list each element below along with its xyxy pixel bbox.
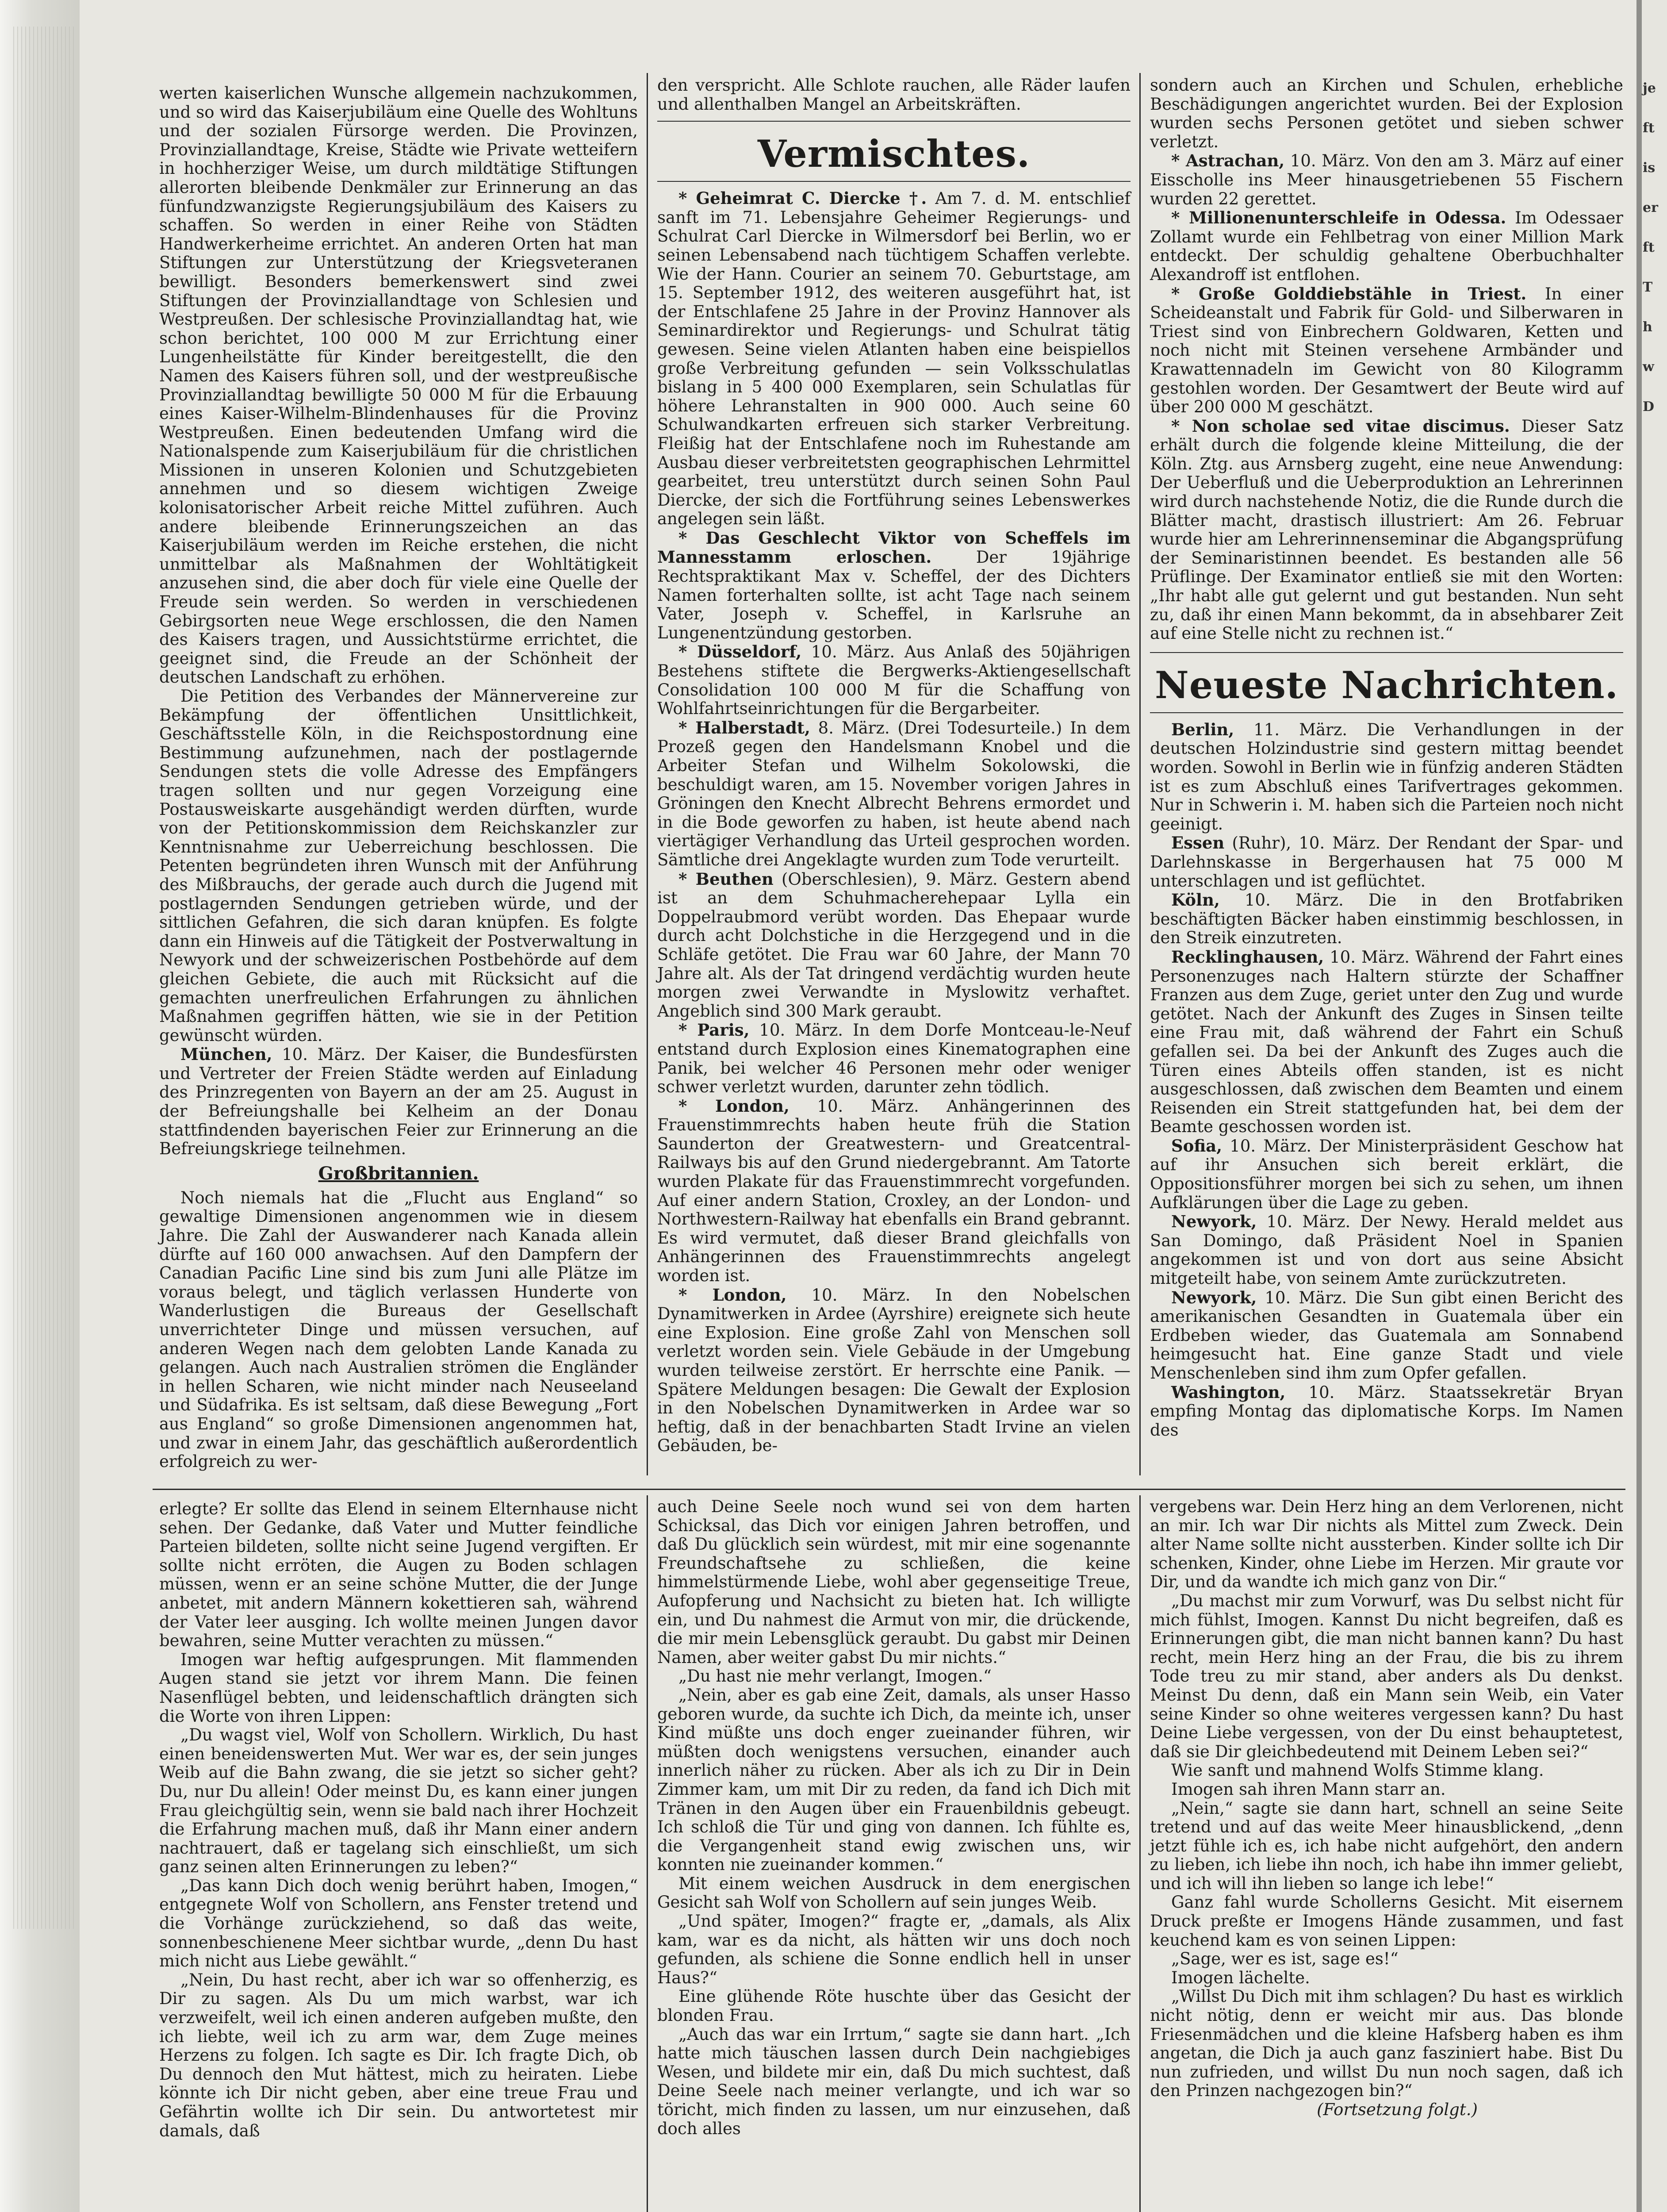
dateline: München,	[180, 1045, 272, 1064]
news-item-text: 10. März. Die Sun gibt einen Bericht des amerikanischen Gesandten in Guatemala über ein Erdbeben wieder, das Guatemala am Sonnabend heimgesucht hat. Eine ganze Stadt und viele Menschenleben sind ihm zum Opfer gefallen.	[1150, 1288, 1623, 1382]
column-vermischtes	[657, 76, 1130, 1455]
adjacent-page-text-fragment: er	[1643, 200, 1658, 215]
article-text: 10. März. Der Kaiser, die Bundesfürsten und Vertreter der Freien Städte werden auf Einladung des Prinzregenten von Bayern an der am 25. August in der Befreiungshalle bei Kelheim an der Donau stattfindenden bayerischen Feier zur Erinnerung an die Befreiungskriege teilnehmen.	[159, 1045, 638, 1159]
adjacent-page-text-fragment: je	[1643, 81, 1656, 96]
novel-paragraph: Mit einem weichen Ausdruck in dem energischen Gesicht sah Wolf von Schollern auf sein junges Weib.	[657, 1874, 1130, 1912]
novel-paragraph: „Willst Du Dich mit ihm schlagen? Du hast es wirklich nicht nötig, denn er weicht mir aus. Das blonde Friesenmädchen und die kleine Hafsberg haben es ihm angetan, die Dich ja auch ganz fasziniert habe. Bist Du nun zufrieden, und willst Du nun noch sagen, daß ich den Prinzen nachgezogen bin?“	[1150, 1987, 1623, 2101]
feuilleton-column-3	[1150, 1498, 1623, 2120]
news-item-lead: Recklinghausen,	[1171, 947, 1324, 967]
news-item-text: 10. März. Aus Anlaß des 50jährigen Bestehens stiftete die Bergwerks-Aktiengesellschaft Consolidation 100 000 M für die Schaffung von Wohlfahrtseinrichtungen für die Bergarbeiter.	[657, 642, 1130, 718]
novel-paragraph: „Du machst mir zum Vorwurf, was Du selbst nicht für mich fühlst, Imogen. Kannst Du nicht begreifen, daß es Erinnerungen gibt, die man nicht bannen kann? Du hast recht, mein Herz hing an der Frau, die bis zu ihrem Tode treu zu mir stand, aber anders als Du denkst. Meinst Du denn, daß ein Mann sein Weib, ein Vater seine Kinder so ohne weiteres vergessen kann? Du hast Deine Liebe vergessen, von der Du einst behauptetest, daß sie Dir gleichbedeutend mit Deinem Leben sei?“	[1150, 1591, 1623, 1761]
section-heading-vermischtes: Vermischtes.	[757, 132, 1031, 176]
news-item-text: Dieser Satz erhält durch die folgende kleine Mitteilung, die der Köln. Ztg. aus Arnsberg zugeht, eine neue Anwendung: Der Ueberfluß und die Ueberproduktion an Lehrerinnen wird durch nachstehende Notiz, die die Runde durch die Blätter macht, drastisch illustriert: Am 26. Februar wurde hier am Lehrerinnenseminar die Abgangsprüfung der Seminaristinnen beendet. Es bestanden alle 56 Prüflinge. Der Examinator entließ sie mit den Worten: „Ihr habt alle gut gelernt und gut bestanden. Nun seht zu, daß ihr einen Mann bekommt, da in absehbarer Zeit auf eine Stelle nicht zu rechnen ist.“	[1150, 416, 1624, 643]
news-item-lead: * London,	[678, 1285, 787, 1305]
news-item-lead: * Millionenunterschleife in Odessa.	[1171, 208, 1506, 228]
news-item-text: In einer Scheideanstalt und Fabrik für Gold- und Silberwaren in Triest sind von Einbrechern Goldwaren, Ketten und noch nicht mit Steinen versehene Armbänder und Krawattennadeln im Gewicht von 80 Kilogramm gestohlen worden. Der Gesamtwert der Beute wird auf über 200 000 M geschätzt.	[1150, 284, 1624, 417]
news-item	[1150, 1383, 1623, 1440]
column-rule-3	[647, 1495, 648, 2212]
novel-paragraph: auch Deine Seele noch wund sei von dem harten Schicksal, das Dich vor einigen Jahren betroffen, und daß Du glücklich sein würdest, mit mir eine sogenannte Freundschaftsehe zu schließen, die keine himmelstürmende Liebe, wohl aber gegenseitige Treue, Aufopferung und Nachsicht zu bieten hat. Ich willigte ein, und Du nahmest die Armut von mir, die drückende, die mir mein Lebensglück geraubt. Du gabst mir Deinen Namen, aber weiter gabst Du mir nichts.“	[657, 1497, 1130, 1667]
column-rule-2	[1139, 73, 1141, 1475]
news-item-lead: * Geheimrat C. Diercke †.	[678, 188, 927, 208]
news-item-text: 8. März. (Drei Todesurteile.) In dem Prozeß gegen den Handelsmann Knobel und die Arbeiter Stefan und Wilhelm Sokolowski, die beschuldigt waren, am 15. November vorigen Jahres in Gröningen den Knecht Albrecht Behrens ermordet und in die Bode geworfen zu haben, ist heute abend nach viertägiger Verhandlung das Urteil gesprochen worden. Sämtliche drei Angeklagte wurden zum Tode verurteilt.	[657, 718, 1130, 869]
feuilleton-column-2	[657, 1498, 1130, 2138]
adjacent-page-text-fragment: is	[1643, 160, 1656, 176]
column-politics	[159, 84, 638, 1471]
novel-paragraph: „Du hast nie mehr verlangt, Imogen.“	[678, 1667, 992, 1686]
news-item-lead: Newyork,	[1171, 1287, 1257, 1307]
news-item	[657, 870, 1130, 1021]
news-item-text: 10. März. Von den am 3. März auf einer Eisscholle ins Meer hinausgetriebenen 55 Fischern wurden 22 gerettet.	[1150, 151, 1623, 208]
adjacent-page-text-fragment: T	[1643, 280, 1653, 295]
news-item	[1150, 948, 1623, 1137]
novel-paragraph: „Nein, aber es gab eine Zeit, damals, als unser Hasso geboren wurde, da suchte ich Dich, da meinte ich, unser Kind müßte uns doch enger zueinander führen, wir müßten doch wenigstens versuchen, einander auch innerlich näher zu rücken. Aber als ich zu Dir in Dein Zimmer kam, um mit Dir zu reden, da fand ich Dich mit Tränen in den Augen über ein Frauenbildnis gebeugt. Ich schloß die Tür und ging von dannen. Ich fühlte es, die Vergangenheit stand ewig zwischen uns, wir konnten nie zueinander kommen.“	[657, 1685, 1130, 1874]
column-rule-4	[1139, 1495, 1141, 2212]
article-paragraph: Noch niemals hat die „Flucht aus England“ so gewaltige Dimensionen angenommen wie in diesem Jahre. Die Zahl der Auswanderer nach Kanada allein dürfte auf 160 000 anwachsen. Auf den Dampfern der Canadian Pacific Line sind bis zum Juni alle Plätze im voraus belegt, und täglich verlassen Hunderte von Wanderlustigen die Bureaus der Gesellschaft unverrichteter Dinge und müssen versuchen, auf anderen Wegen nach dem gelobten Lande Kanada zu gelangen. Auch nach Australien strömen die Engländer in hellen Scharen, wie nicht minder nach Neuseeland und Südafrika. Es ist seltsam, daß diese Bewegung „Fort aus England“ so große Dimensionen angenommen hat, und zwar in einem Jahr, das geschäftlich außerordentlich erfolgreich zu wer-	[159, 1188, 638, 1471]
news-item-text: 11. März. Die Verhandlungen in der deutschen Holzindustrie sind gestern mittag beendet worden. Sowohl in Berlin wie in fünfzig anderen Städten ist es zum Abschluß eines Tarifvertrages gekommen. Nur in Schwerin i. M. haben sich die Parteien noch nicht geeinigt.	[1150, 720, 1624, 833]
news-item	[1150, 417, 1623, 643]
novel-paragraph: „Du wagst viel, Wolf von Schollern. Wirklich, Du hast einen beneidenswerten Mut. Wer war es, der sein junges Weib auf die Bahn zwang, die sie jetzt so sicher geht? Du, nur Du allein! Oder meinst Du, es kann einer jungen Frau gleichgültig sein, wenn sie bald nach ihrer Hochzeit die Erfahrung machen muß, daß ihr Mann einer andern nachtrauert, daß er tagelang sich einschließt, um sich ganz seinen alten Erinnerungen zu leben?“	[159, 1725, 638, 1877]
news-item-lead: * Halberstadt,	[678, 718, 810, 737]
continuation-note: (Fortsetzung folgt.)	[1317, 2100, 1478, 2119]
news-item-text: Der 19jährige Rechtspraktikant Max v. Scheffel, der des Dichters Namen forterhalten sollte, ist acht Tage nach seinem Vater, Joseph v. Scheffel, in Karlsruhe an Lungenentzündung gestorben.	[657, 548, 1130, 642]
news-item	[1150, 151, 1623, 208]
news-item-text: 10. März. In den Nobelschen Dynamitwerken in Ardee (Ayrshire) ereignete sich heute eine Explosion. Eine große Zahl von Menschen soll verletzt worden sein. Viele Gebäude in der Umgebung wurden teilweise zerstört. Er herrschte eine Panik. — Spätere Meldungen besagen: Die Gewalt der Explosion in den Nobelschen Dynamitwerken in Ardee war so heftig, daß in der benachbarten Stadt Irvine an vielen Gebäuden, be-	[657, 1285, 1130, 1455]
news-item	[657, 529, 1130, 643]
news-item-text: 10. März. Der Newy. Herald meldet aus San Domingo, daß Präsident Noel in Spanien angekommen ist und von dort aus seine Absicht mitgeteilt habe, von seinem Amte zurückzutreten.	[1150, 1212, 1624, 1288]
novel-paragraph: Eine glühende Röte huschte über das Gesicht der blonden Frau.	[657, 1987, 1130, 2025]
news-item	[1150, 891, 1623, 948]
adjacent-page-text-fragment: ft	[1643, 240, 1655, 255]
news-item	[657, 642, 1130, 718]
novel-paragraph: Imogen war heftig aufgesprungen. Mit flammenden Augen stand sie jetzt vor ihrem Mann. Die feinen Nasenflügel bebten, und leidenschaftlich drängten sich die Worte von ihren Lippen:	[159, 1650, 638, 1726]
news-item-text: 10. März. Staatssekretär Bryan empfing Montag das diplomatische Korps. Im Namen des	[1150, 1382, 1623, 1440]
news-item-lead: Newyork,	[1171, 1212, 1257, 1232]
news-item	[657, 1286, 1130, 1455]
continuation-text: sondern auch an Kirchen und Schulen, erhebliche Beschädigungen angerichtet wurden. Bei der Explosion wurden sechs Personen getötet und sieben schwer verletzt.	[1150, 76, 1623, 151]
adjacent-page-text-fragment: ft	[1643, 120, 1655, 136]
adjacent-page-text-fragment: D	[1643, 399, 1655, 415]
continuation-text: den verspricht. Alle Schlote rauchen, alle Räder laufen und allenthalben Mangel an Arbeitskräften.	[657, 76, 1130, 114]
news-item-lead: * Beuthen	[678, 869, 774, 889]
feuilleton-column-1	[159, 1500, 638, 2140]
news-item	[1150, 1212, 1623, 1288]
rule	[657, 121, 1130, 122]
novel-paragraph: „Nein, Du hast recht, aber ich war so offenherzig, es Dir zu sagen. Als Du um mich warbst, war ich verzweifelt, weil ich einen anderen aufgeben mußte, den ich liebte, weil ich zu arm war, dem Zuge meines Herzens zu folgen. Ich sagte es Dir. Ich fragte Dich, ob Du dennoch den Mut hättest, mich zu heiraten. Liebe könnte ich Dir nicht geben, aber eine treue Frau und Gefährtin wollte ich Dir sein. Du antwortetest mir damals, daß	[159, 1970, 638, 2140]
news-item-lead: Berlin,	[1171, 719, 1234, 739]
news-item-lead: * Düsseldorf,	[678, 642, 802, 662]
binding-gutter	[0, 0, 80, 2212]
novel-paragraph: Wie sanft und mahnend Wolfs Stimme klang.	[1171, 1761, 1544, 1780]
novel-paragraph: „Auch das war ein Irrtum,“ sagte sie dann hart. „Ich hatte mich täuschen lassen durch Dein nachgiebiges Wesen, und bildete mir ein, daß Du mich suchtest, daß Deine Seele nach meiner verlangte, und ich war so töricht, mich finden zu lassen, um nur einzusehen, daß doch alles	[657, 2024, 1130, 2138]
news-item	[657, 189, 1130, 529]
latest-news-items	[1150, 720, 1623, 1440]
novel-paragraph: Ganz fahl wurde Schollerns Gesicht. Mit eisernem Druck preßte er Imogens Hände zusammen, und fast keuchend kam es von seinen Lippen:	[1150, 1893, 1623, 1950]
news-item-lead: * Astrachan,	[1171, 151, 1285, 171]
news-item-lead: * London,	[678, 1096, 789, 1116]
news-item-text: 10. März. Der Ministerpräsident Geschow hat auf ihr Ansuchen sich bereit erklärt, die Oppositionsführer morgen bei sich zu sehen, um ihnen Aufklärungen über die Lage zu geben.	[1150, 1136, 1623, 1212]
news-item	[1150, 208, 1623, 284]
novel-paragraph: Imogen sah ihren Mann starr an.	[1171, 1779, 1446, 1799]
news-item-lead: Sofia,	[1171, 1136, 1222, 1156]
novel-paragraph: „Sage, wer es ist, sage es!“	[1171, 1949, 1399, 1969]
news-item	[1150, 1288, 1623, 1383]
news-item-lead: Essen	[1171, 833, 1225, 853]
news-item	[1150, 284, 1623, 417]
article-paragraph	[159, 1045, 638, 1159]
news-item	[1150, 720, 1623, 834]
news-item	[1150, 833, 1623, 891]
news-item-text: (Ruhr), 10. März. Der Rendant der Spar- und Darlehnskasse in Bergerhausen hat 75 000 M unterschlagen und ist geflüchtet.	[1150, 833, 1624, 891]
adjacent-page-edge	[1642, 0, 1667, 2212]
news-item-lead: * Das Geschlecht Viktor von Scheffels im Mannesstamm erloschen.	[657, 528, 1130, 567]
subheading-grossbritannien: Großbritannien.	[318, 1163, 479, 1184]
news-item-lead: * Große Golddiebstähle in Triest.	[1171, 284, 1527, 303]
news-item	[1150, 1137, 1623, 1212]
news-item	[657, 1097, 1130, 1286]
adjacent-page-text-fragment: h	[1643, 319, 1652, 335]
news-item-text: Im Odessaer Zollamt wurde ein Fehlbetrag von einer Million Mark entdeckt. Der schuldig gehaltene Oberbuchhalter Alexandroff ist entflohen.	[1150, 208, 1623, 284]
adjacent-page-text-fragment: w	[1643, 359, 1654, 375]
novel-paragraph: Imogen lächelte.	[1171, 1968, 1310, 1987]
novel-paragraph: „Und später, Imogen?“ fragte er, „damals, als Alix kam, war es da nicht, als hätten wir uns doch noch gefunden, als schiene die Sonne endlich hell in unser Haus?“	[657, 1912, 1130, 1987]
novel-paragraph: „Nein,“ sagte sie dann hart, schnell an seine Seite tretend und auf das weite Meer hinausblickend, „denn jetzt fühle ich es, ich habe nicht aufgehört, den andern zu lieben, ich liebe ihn noch, ich habe ihn immer geliebt, und ich will ihn lieben so lange ich lebe!“	[1150, 1798, 1623, 1893]
novel-paragraph: vergebens war. Dein Herz hing an dem Verlorenen, nicht an mir. Ich war Dir nichts als Mittel zum Zweck. Dein alter Name sollte nicht aussterben. Kinder sollte ich Dir schenken, Kinder, ohne Liebe im Herzen. Mir graute vor Dir, und da wandte ich mich ganz von Dir.“	[1150, 1497, 1623, 1592]
column-miscellaneous-news	[1150, 76, 1623, 1440]
rule	[1150, 652, 1623, 653]
section-heading-neueste-nachrichten: Neueste Nachrichten.	[1155, 663, 1618, 707]
news-item-text: 10. März. Während der Fahrt eines Personenzuges nach Haltern stürzte der Schaffner Franzen aus dem Zuge, geriet unter den Zug und wurde getötet. Nach der Ankunft des Zuges in Sinsen teilte eine Frau mit, daß während der Fahrt ein Schuß gefallen sei. Da bei der Ankunft des Zuges auch die Türen eines Abteils offen standen, ist es nicht ausgeschlossen, daß zwischen dem Beamten und einem Reisenden ein Streit stattgefunden hat, bei dem der Beamte geschossen worden ist.	[1150, 947, 1623, 1137]
news-item-lead: * Non scholae sed vitae discimus.	[1171, 416, 1510, 436]
news-item-lead: Washington,	[1171, 1382, 1286, 1402]
rule	[657, 181, 1130, 182]
news-items	[1150, 151, 1623, 643]
novel-paragraph: „Das kann Dich doch wenig berührt haben, Imogen,“ entgegnete Wolf von Schollern, ans Fenster tretend und die Vorhänge zurückziehend, so daß das weite, sonnenbeschienene Meer sichtbar wurde, „denn Du hast mich nicht aus Liebe gewählt.“	[159, 1876, 638, 1971]
rule	[1150, 712, 1623, 713]
news-item-text: 10. März. Anhängerinnen des Frauenstimmrechts haben heute früh die Station Saunderton der Greatwestern- und Greatcentral-Railways bis auf den Grund niedergebrannt. Am Tatorte wurden Plakate für das Frauenstimmrecht vorgefunden. Auf einer andern Station, Croxley, an der London- und Northwestern-Railway hat ebenfalls ein Brand gebrannt. Es wird vermutet, daß dieser Brand gleichfalls von Anhängerinnen des Frauenstimmrechts angelegt worden ist.	[657, 1096, 1130, 1286]
news-item-text: 10. März. Die in den Brotfabriken beschäftigten Bäcker haben einstimmig beschlossen, in den Streik einzutreten.	[1150, 891, 1623, 948]
column-rule-1	[647, 73, 648, 1475]
feuilleton-rule	[153, 1489, 1625, 1490]
article-paragraph: werten kaiserlichen Wunsche allgemein nachzukommen, und so wird das Kaiserjubiläum eine Quelle des Wohltuns und der sozialen Fürsorge werden. Die Provinzen, Provinziallandtage, Kreise, Städte wie Private wetteifern in hochherziger Weise, um durch mildtätige Stiftungen allerorten bleibende Denkmäler zur Erinnerung an das fünfundzwanzigste Regierungsjubiläum des Kaisers zu schaffen. So werden in einer Reihe von Städten Handwerkerheime errichtet. An anderen Orten hat man Stiftungen zur Unterstützung der Kriegsveteranen bewilligt. Besonders bemerkenswert sind zwei Stiftungen der Provinziallandtage von Schlesien und Westpreußen. Der schlesische Provinziallandtag hat, wie schon berichtet, 100 000 M zur Errichtung einer Lungenheilstätte für Kinder bereitgestellt, die den Namen des Kaisers führen soll, und der westpreußische Provinziallandtag bewilligte 50 000 M für die Erbauung eines Kaiser-Wilhelm-Blindenhauses für die Provinz Westpreußen. Einen bedeutenden Umfang wird die Nationalspende zum Kaiserjubiläum für die christlichen Missionen in unseren Kolonien und Schutzgebieten annehmen und so diesem wichtigen Zweige kolonisatorischer Arbeit reiche Mittel zuführen. Auch andere bleibende Erinnerungszeichen an das Kaiserjubiläum werden im Reiche erstehen, die nicht unmittelbar als Maßnahmen der Wohltätigkeit anzusehen sind, die aber doch für viele eine Quelle der Freude sein werden. So werden in verschiedenen Gebirgsorten neue Wege erschlossen, die den Namen des Kaisers tragen, und Aussichtstürme errichtet, die geeignet sind, die Freude an der Schönheit der deutschen Landschaft zu erhöhen.	[159, 84, 638, 687]
news-item-text: 10. März. In dem Dorfe Montceau-le-Neuf entstand durch Explosion eines Kinematographen eine Panik, bei welcher 46 Personen mehr oder weniger schwer verletzt wurden, darunter zehn tödlich.	[657, 1021, 1131, 1097]
novel-paragraph: erlegte? Er sollte das Elend in seinem Elternhause nicht sehen. Der Gedanke, daß Vater und Mutter feindliche Parteien bildeten, sollte nicht seine Jugend vergiften. Er sollte nicht erröten, die Augen zu Boden schlagen müssen, wenn er an seine schöne Mutter, die der Junge anbetet, mit andern Männern kokettieren sah, während der Vater leer ausging. Ich wollte meinen Jungen davor bewahren, seine Mutter verachten zu müssen.“	[159, 1499, 638, 1651]
news-item-lead: * Paris,	[678, 1020, 750, 1040]
news-item-text: (Oberschlesien), 9. März. Gestern abend ist an dem Schuhmacherehepaar Lylla ein Doppelraubmord verübt worden. Das Ehepaar wurde durch acht Dolchstiche in die Herzgegend und in die Schläfe getötet. Die Frau war 60 Jahre, der Mann 70 Jahre alt. Als der Tat dringend verdächtig wurden heute morgen zwei Verwandte in Myslowitz verhaftet. Angeblich sind 300 Mark geraubt.	[657, 869, 1130, 1021]
news-items	[657, 189, 1130, 1455]
news-item-lead: Köln,	[1171, 890, 1220, 910]
news-item-text: Am 7. d. M. entschlief sanft im 71. Lebensjahre Geheimer Regierungs- und Schulrat Carl Diercke in Wilmersdorf bei Berlin, wo er seinen Lebensabend nach tüchtigem Schaffen verlebte. Wie der Hann. Courier an seinem 70. Geburtstage, am 15. September 1912, des weiteren ausgeführt hat, ist der Entschlafene 25 Jahre in der Provinz Hannover als Seminardirektor und Regierungs- und Schulrat tätig gewesen. Seine vielen Atlanten haben eine beispiellos große Verbreitung gefunden — sein Volksschulatlas bislang in 5 400 000 Exemplaren, sein Schulatlas für höhere Lehranstalten in 900 000. Auch seine 60 Schulwandkarten erfreuen sich starker Verbreitung. Fleißig hat der Entschlafene noch im Ruhestande am Ausbau dieser verbreitetsten geographischen Lehrmittel gearbeitet, treu unterstützt durch seinen Sohn Paul Diercke, der sich die Fortführung seines Lebenswerkes angelegen sein läßt.	[657, 189, 1131, 529]
article-paragraph: Die Petition des Verbandes der Männervereine zur Bekämpfung der öffentlichen Unsittlichkeit, Geschäftsstelle Köln, in die Reichspostordnung eine Bestimmung aufzunehmen, nach der postlagernde Sendungen stets die volle Adresse des Empfängers tragen sollten und nur gegen Vorzeigung eine Postausweiskarte ausgehändigt werden dürften, wurde von der Petitionskommission dem Reichskanzler zur Kenntnisnahme zur Ueberreichung beschlossen. Die Petenten begründeten ihren Wunsch mit der Anführung des Mißbrauchs, der gerade auch durch die Jugend mit postlagernden Sendungen getrieben würde, und der sittlichen Gefahren, die sich daran knüpfen. Es folgte dann ein Hinweis auf die Tätigkeit der Postverwaltung in Newyork und der schweizerischen Postbehörde auf dem gleichen Gebiete, die auch mit Rücksicht auf die gemachten unerfreulichen Erfahrungen zu ähnlichen Maßnahmen gegriffen hätten, wie sie in der Petition gewünscht würden.	[159, 687, 638, 1045]
news-item	[657, 718, 1130, 870]
news-item	[657, 1021, 1130, 1096]
